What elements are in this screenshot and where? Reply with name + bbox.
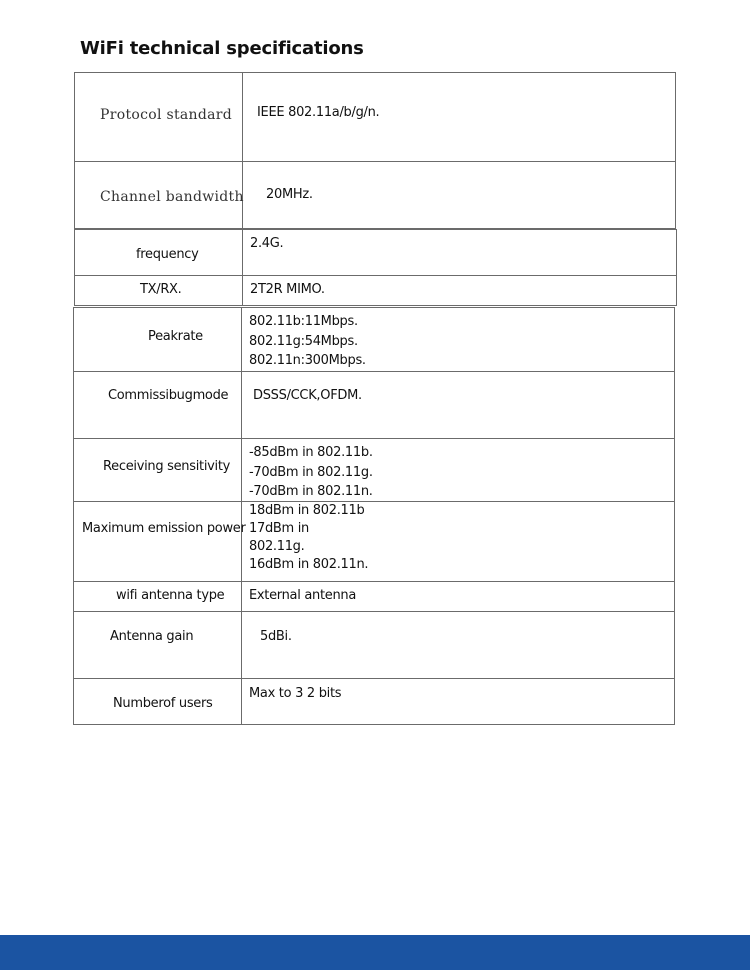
spec-value-receiving-sensitivity (249, 443, 373, 501)
spec-value-peakrate (249, 312, 366, 370)
spec-label-number-of-users: Numberof users (113, 696, 213, 711)
spec-table-block-1 (74, 72, 676, 229)
spec-label-receiving-sensitivity: Receiving sensitivity (103, 459, 231, 474)
spec-table-block-2 (74, 229, 677, 306)
spec-label-commissibugmode: Commissibugmode (108, 388, 229, 403)
footer-bar (0, 935, 750, 970)
spec-value-wifi-antenna-type: External antenna (249, 588, 357, 603)
value-line: 17dBm in (249, 521, 309, 536)
spec-label-antenna-gain: Antenna gain (110, 629, 194, 644)
spec-value-frequency: 2.4G. (250, 236, 284, 251)
value-line: 802.11g. (249, 539, 305, 554)
spec-label-channel-bandwidth: Channel bandwidth (100, 189, 244, 205)
spec-label-peakrate: Peakrate (148, 329, 203, 344)
spec-value-protocol-standard: IEEE 802.11a/b/g/n. (257, 105, 380, 120)
spec-label-tx-rx: TX/RX. (140, 282, 182, 297)
spec-value-number-of-users: Max to 3 2 bits (249, 686, 342, 701)
spec-value-commissibugmode: DSSS/CCK,OFDM. (253, 388, 362, 403)
value-line: 802.11b:11Mbps. (249, 314, 358, 329)
spec-label-frequency: frequency (136, 247, 199, 262)
value-line: -85dBm in 802.11b. (249, 445, 373, 460)
spec-value-channel-bandwidth: 20MHz. (266, 187, 313, 202)
value-line: 18dBm in 802.11b (249, 503, 365, 518)
spec-label-wifi-antenna-type: wifi antenna type (116, 588, 225, 603)
spec-value-tx-rx: 2T2R MIMO. (250, 282, 325, 297)
spec-table-block-3 (73, 307, 675, 725)
value-line: -70dBm in 802.11n. (249, 484, 373, 499)
spec-label-maximum-emission-power: Maximum emission power (82, 521, 246, 536)
spec-label-protocol-standard: Protocol standard (100, 107, 233, 123)
page-title: WiFi technical specifications (80, 38, 364, 59)
value-line: 16dBm in 802.11n. (249, 557, 369, 572)
value-line: 802.11g:54Mbps. (249, 334, 358, 349)
spec-value-maximum-emission-power (249, 502, 368, 574)
spec-value-antenna-gain: 5dBi. (260, 629, 292, 644)
value-line: -70dBm in 802.11g. (249, 465, 373, 480)
value-line: 802.11n:300Mbps. (249, 353, 366, 368)
